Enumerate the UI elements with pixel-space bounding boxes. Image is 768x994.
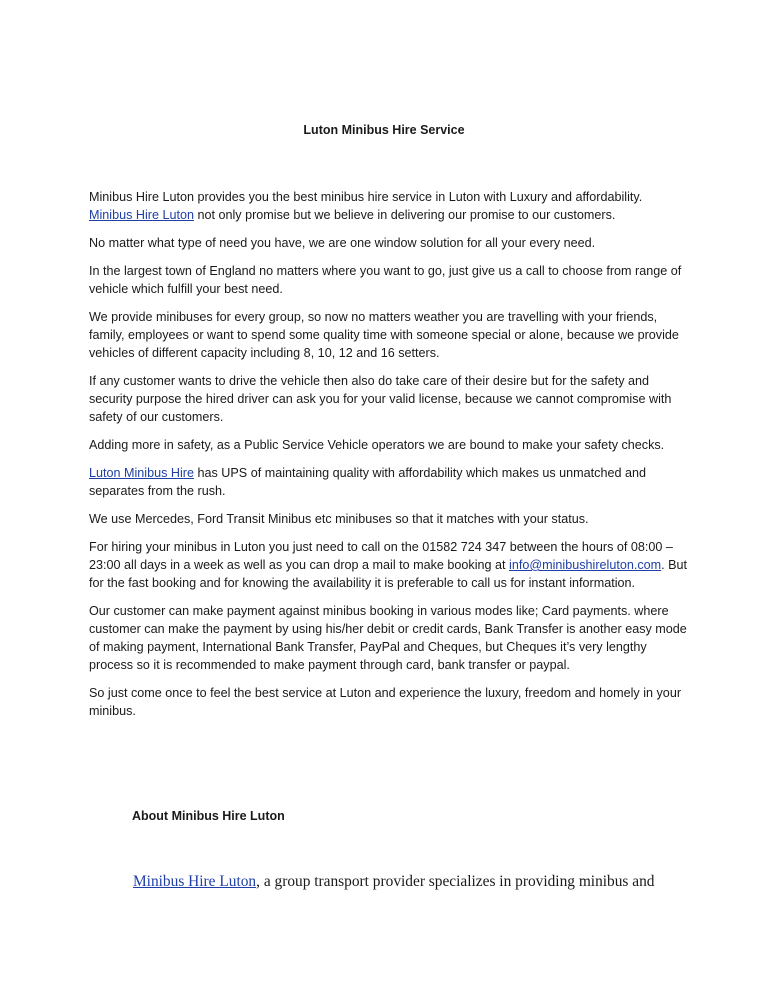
paragraph-town: In the largest town of England no matters where you want to go, just give us a call to choose from range of vehicle which fulfill your best need. xyxy=(89,264,682,296)
booking-text: For hiring your minibus in Luton you just need to call on the 01582 724 347 between the hours of 08:00 – 23:00 all days in a week as well as you can drop a mail to make booking at xyxy=(89,540,673,572)
luton-minibus-hire-link[interactable]: Luton Minibus Hire xyxy=(89,466,194,480)
intro-text-end: not only promise but we believe in delivering our promise to our customers. xyxy=(194,208,616,222)
paragraph-drive: If any customer wants to drive the vehicle then also do take care of their desire but for the safety and security purpose the hired driver can ask you for your valid license, because we cannot compromise with safety of our customers. xyxy=(89,374,672,424)
email-link[interactable]: info@minibushireluton.com xyxy=(509,558,662,572)
paragraph-need: No matter what type of need you have, we are one window solution for all your every need. xyxy=(89,236,596,250)
paragraph-quality xyxy=(89,464,689,500)
about-minibus-hire-luton-link[interactable]: Minibus Hire Luton xyxy=(133,873,257,890)
paragraph-safety: Adding more in safety, as a Public Service Vehicle operators we are bound to make your safety checks. xyxy=(89,438,665,452)
document-title: Luton Minibus Hire Service xyxy=(303,123,465,137)
document-body xyxy=(89,188,689,730)
paragraph-intro xyxy=(89,188,689,224)
booking-text-end: . But for the fast booking and for knowing the availability it is preferable to call us for instant information. xyxy=(89,558,688,590)
paragraph-closing: So just come once to feel the best service at Luton and experience the luxury, freedom and homely in your minibus. xyxy=(89,686,682,718)
quality-text: has UPS of maintaining quality with affordability which makes us unmatched and separates from the rush. xyxy=(89,466,646,498)
minibus-hire-luton-link[interactable]: Minibus Hire Luton xyxy=(89,208,194,222)
paragraph-groups: We provide minibuses for every group, so now no matters weather you are travelling with your friends, family, employees or want to spend some quality time with someone special or alone, because we provide vehicles of different capacity including 8, 10, 12 and 16 setters. xyxy=(89,310,679,360)
about-heading: About Minibus Hire Luton xyxy=(132,809,285,823)
intro-text: Minibus Hire Luton provides you the best minibus hire service in Luton with Luxury and affordability. xyxy=(89,190,643,204)
paragraph-booking xyxy=(89,538,689,592)
paragraph-vehicles: We use Mercedes, Ford Transit Minibus etc minibuses so that it matches with your status. xyxy=(89,512,589,526)
about-text: , a group transport provider specializes in providing minibus and xyxy=(256,873,655,890)
paragraph-payment: Our customer can make payment against minibus booking in various modes like; Card payments. where customer can make the payment by using his/her debit or credit cards, Bank Transfer is another easy mode of making payment, International Bank Transfer, PayPal and Cheques, but Cheques it’s very lengthy process so it is recommended to make payment through card, bank transfer or paypal. xyxy=(89,604,687,672)
about-paragraph xyxy=(133,872,693,892)
